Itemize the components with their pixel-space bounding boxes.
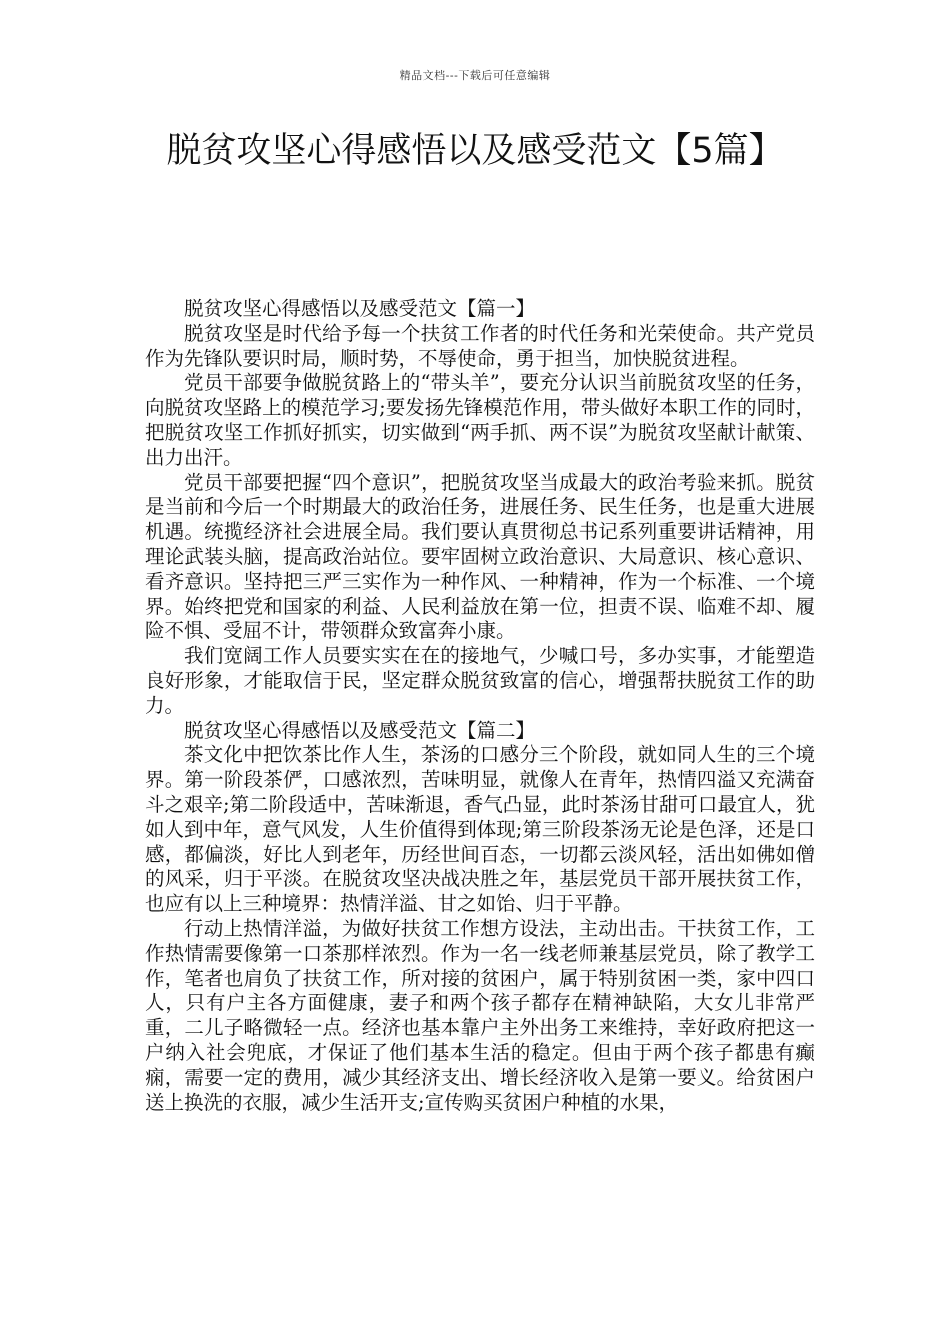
document-title: 脱贫攻坚心得感悟以及感受范文【5篇】: [166, 131, 784, 171]
paragraph: 行动上热情洋溢，为做好扶贫工作想方设法，主动出击。干扶贫工作，工作热情需要像第一口茶那样浓烈。作为一名一线老师兼基层党员，除了教学工作，笔者也肩负了扶贫工作，所对接的贫困户，属于特别贫困一类，家中四口人，只有户主各方面健康，妻子和两个孩子都存在精神缺陷，大女儿非常严重，二儿子略微轻一点。经济也基本靠户主外出务工来维持，幸好政府把这一户纳入社会兜底，才保证了他们基本生活的稳定。但由于两个孩子都患有癫痫，需要一定的费用，减少其经济支出、增长经济收入是第一要义。给贫困户送上换洗的衣服，减少生活开支;宣传购买贫困户种植的水果，: [145, 916, 815, 1114]
document-body: [145, 297, 815, 1115]
section-heading: 脱贫攻坚心得感悟以及感受范文【篇二】: [184, 718, 536, 742]
paragraph: 党员干部要把握“四个意识”，把脱贫攻坚当成最大的政治考验来抓。脱贫是当前和今后一个时期最大的政治任务，进展任务、民生任务，也是重大进展机遇。统揽经济社会进展全局。我们要认真贯彻总书记系列重要讲话精神，用理论武装头脑，提高政治站位。要牢固树立政治意识、大局意识、核心意识、看齐意识。坚持把三严三实作为一种作风、一种精神，作为一个标准、一个境界。始终把党和国家的利益、人民利益放在第一位，担责不误、临难不却、履险不惧、受屈不计，带领群众致富奔小康。: [145, 470, 815, 643]
section-heading: 脱贫攻坚心得感悟以及感受范文【篇一】: [184, 297, 536, 320]
paragraph: 党员干部要争做脱贫路上的“带头羊”，要充分认识当前脱贫攻坚的任务，向脱贫攻坚路上的模范学习;要发扬先锋模范作用，带头做好本职工作的同时，把脱贫攻坚工作抓好抓实，切实做到“两手抓、两不误”为脱贫攻坚献计献策、出力出汗。: [145, 371, 815, 469]
paragraph: 我们宽阔工作人员要实实在在的接地气，少喊口号，多办实事，才能塑造良好形象，才能取信于民，坚定群众脱贫致富的信心，增强帮扶脱贫工作的助力。: [145, 644, 815, 717]
header-note: 精品文档---下载后可任意编辑: [399, 69, 551, 82]
paragraph: 脱贫攻坚是时代给予每一个扶贫工作者的时代任务和光荣使命。共产党员作为先锋队要识时局，顺时势，不辱使命，勇于担当，加快脱贫进程。: [145, 321, 815, 370]
paragraph: 茶文化中把饮茶比作人生，茶汤的口感分三个阶段，就如同人生的三个境界。第一阶段茶俨，口感浓烈，苦味明显，就像人在青年，热情四溢又充满奋斗之艰辛;第二阶段适中，苦味渐退，香气凸显，此时茶汤甘甜可口最宜人，犹如人到中年，意气风发，人生价值得到体现;第三阶段茶汤无论是色泽，还是口感，都偏淡，好比人到老年，历经世间百态，一切都云淡风轻，活出如佛如僧的风采，归于平淡。在脱贫攻坚决战决胜之年，基层党员干部开展扶贫工作，也应有以上三种境界：热情洋溢、甘之如饴、归于平静。: [145, 743, 815, 916]
